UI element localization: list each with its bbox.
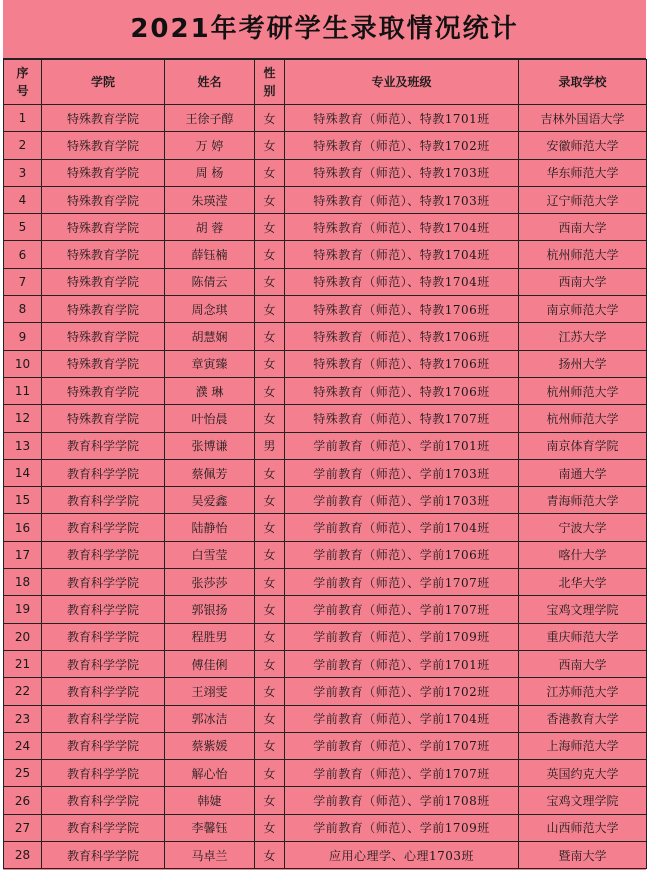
cell-major: 学前教育（师范）、学前1709班 [285, 623, 519, 650]
cell-gender: 女 [255, 705, 285, 732]
cell-gender: 女 [255, 760, 285, 787]
table-row [4, 132, 647, 159]
cell-college: 特殊教育学院 [42, 377, 165, 404]
table-row [4, 105, 647, 132]
cell-gender: 女 [255, 487, 285, 514]
cell-major: 学前教育（师范）、学前1704班 [285, 705, 519, 732]
cell-college: 教育科学学院 [42, 814, 165, 841]
table-row [4, 296, 647, 323]
cell-college: 教育科学学院 [42, 650, 165, 677]
cell-gender: 男 [255, 432, 285, 459]
header-major: 专业及班级 [285, 60, 519, 105]
table-row [4, 814, 647, 841]
cell-index: 24 [4, 732, 42, 759]
cell-college: 特殊教育学院 [42, 405, 165, 432]
cell-name: 周 杨 [165, 159, 255, 186]
cell-major: 特殊教育（师范）、特教1706班 [285, 350, 519, 377]
table-row [4, 514, 647, 541]
cell-index: 5 [4, 214, 42, 241]
cell-college: 教育科学学院 [42, 596, 165, 623]
cell-college: 教育科学学院 [42, 678, 165, 705]
cell-school: 杭州师范大学 [519, 405, 647, 432]
cell-college: 特殊教育学院 [42, 241, 165, 268]
cell-index: 25 [4, 760, 42, 787]
header-college: 学院 [42, 60, 165, 105]
cell-name: 蔡佩芳 [165, 459, 255, 486]
cell-name: 万 婷 [165, 132, 255, 159]
header-gender-line2: 别 [263, 84, 276, 98]
cell-gender: 女 [255, 842, 285, 869]
table-row [4, 705, 647, 732]
cell-index: 27 [4, 814, 42, 841]
cell-college: 教育科学学院 [42, 787, 165, 814]
cell-gender: 女 [255, 732, 285, 759]
table-row [4, 487, 647, 514]
cell-school: 扬州大学 [519, 350, 647, 377]
cell-school: 吉林外国语大学 [519, 105, 647, 132]
cell-college: 特殊教育学院 [42, 214, 165, 241]
cell-name: 濮 琳 [165, 377, 255, 404]
table-row [4, 569, 647, 596]
cell-index: 6 [4, 241, 42, 268]
cell-name: 李馨钰 [165, 814, 255, 841]
cell-name: 郭银扬 [165, 596, 255, 623]
cell-major: 学前教育（师范）、学前1701班 [285, 432, 519, 459]
cell-major: 特殊教育（师范）、特教1702班 [285, 132, 519, 159]
cell-index: 1 [4, 105, 42, 132]
cell-gender: 女 [255, 814, 285, 841]
cell-gender: 女 [255, 323, 285, 350]
cell-school: 香港教育大学 [519, 705, 647, 732]
cell-gender: 女 [255, 405, 285, 432]
cell-name: 叶怡晨 [165, 405, 255, 432]
table-row [4, 842, 647, 869]
cell-college: 教育科学学院 [42, 842, 165, 869]
cell-major: 特殊教育（师范）、特教1703班 [285, 159, 519, 186]
cell-school: 青海师范大学 [519, 487, 647, 514]
cell-name: 傅佳俐 [165, 650, 255, 677]
table-row [4, 623, 647, 650]
cell-college: 教育科学学院 [42, 623, 165, 650]
cell-gender: 女 [255, 377, 285, 404]
cell-name: 章寅臻 [165, 350, 255, 377]
cell-college: 特殊教育学院 [42, 159, 165, 186]
table-row [4, 186, 647, 213]
table-row [4, 459, 647, 486]
cell-gender: 女 [255, 623, 285, 650]
header-gender [255, 60, 285, 105]
cell-school: 南通大学 [519, 459, 647, 486]
cell-index: 28 [4, 842, 42, 869]
cell-index: 4 [4, 186, 42, 213]
table-row [4, 787, 647, 814]
cell-major: 学前教育（师范）、学前1701班 [285, 650, 519, 677]
admission-sheet [3, 0, 646, 870]
cell-college: 教育科学学院 [42, 732, 165, 759]
cell-college: 教育科学学院 [42, 569, 165, 596]
cell-school: 暨南大学 [519, 842, 647, 869]
table-row [4, 214, 647, 241]
cell-school: 喀什大学 [519, 541, 647, 568]
header-school: 录取学校 [519, 60, 647, 105]
cell-major: 特殊教育（师范）、特教1706班 [285, 323, 519, 350]
table-row [4, 241, 647, 268]
cell-school: 江苏师范大学 [519, 678, 647, 705]
cell-school: 山西师范大学 [519, 814, 647, 841]
cell-college: 特殊教育学院 [42, 105, 165, 132]
cell-name: 韩婕 [165, 787, 255, 814]
cell-college: 特殊教育学院 [42, 350, 165, 377]
cell-major: 特殊教育（师范）、特教1706班 [285, 296, 519, 323]
cell-major: 特殊教育（师范）、特教1704班 [285, 214, 519, 241]
cell-name: 解心怡 [165, 760, 255, 787]
cell-index: 15 [4, 487, 42, 514]
cell-school: 宝鸡文理学院 [519, 596, 647, 623]
cell-school: 西南大学 [519, 214, 647, 241]
cell-gender: 女 [255, 787, 285, 814]
table-row [4, 650, 647, 677]
header-index-line1: 序 [16, 66, 29, 80]
table-row [4, 377, 647, 404]
cell-index: 9 [4, 323, 42, 350]
cell-college: 教育科学学院 [42, 432, 165, 459]
cell-school: 华东师范大学 [519, 159, 647, 186]
cell-name: 胡 蓉 [165, 214, 255, 241]
cell-school: 安徽师范大学 [519, 132, 647, 159]
cell-name: 张莎莎 [165, 569, 255, 596]
cell-index: 20 [4, 623, 42, 650]
header-name: 姓名 [165, 60, 255, 105]
cell-index: 21 [4, 650, 42, 677]
cell-major: 学前教育（师范）、学前1706班 [285, 541, 519, 568]
cell-index: 12 [4, 405, 42, 432]
cell-college: 特殊教育学院 [42, 323, 165, 350]
cell-index: 3 [4, 159, 42, 186]
cell-index: 13 [4, 432, 42, 459]
cell-name: 蔡紫媛 [165, 732, 255, 759]
cell-gender: 女 [255, 159, 285, 186]
cell-major: 学前教育（师范）、学前1708班 [285, 787, 519, 814]
cell-school: 西南大学 [519, 268, 647, 295]
cell-index: 10 [4, 350, 42, 377]
cell-name: 王翊雯 [165, 678, 255, 705]
cell-college: 特殊教育学院 [42, 296, 165, 323]
cell-major: 学前教育（师范）、学前1707班 [285, 596, 519, 623]
cell-school: 江苏大学 [519, 323, 647, 350]
cell-school: 辽宁师范大学 [519, 186, 647, 213]
page-title: 2021年考研学生录取情况统计 [3, 0, 646, 59]
cell-major: 学前教育（师范）、学前1707班 [285, 760, 519, 787]
cell-college: 教育科学学院 [42, 541, 165, 568]
cell-college: 教育科学学院 [42, 487, 165, 514]
cell-name: 马卓兰 [165, 842, 255, 869]
cell-gender: 女 [255, 241, 285, 268]
cell-gender: 女 [255, 350, 285, 377]
cell-index: 23 [4, 705, 42, 732]
cell-gender: 女 [255, 569, 285, 596]
cell-major: 特殊教育（师范）、特教1703班 [285, 186, 519, 213]
cell-name: 周念琪 [165, 296, 255, 323]
cell-gender: 女 [255, 514, 285, 541]
table-row [4, 678, 647, 705]
cell-index: 11 [4, 377, 42, 404]
cell-name: 张博谦 [165, 432, 255, 459]
cell-gender: 女 [255, 596, 285, 623]
table-row [4, 732, 647, 759]
table-row [4, 432, 647, 459]
cell-name: 王徐子醇 [165, 105, 255, 132]
header-row [4, 60, 647, 105]
cell-major: 学前教育（师范）、学前1707班 [285, 732, 519, 759]
cell-gender: 女 [255, 678, 285, 705]
cell-gender: 女 [255, 459, 285, 486]
table-row [4, 159, 647, 186]
cell-gender: 女 [255, 296, 285, 323]
cell-gender: 女 [255, 186, 285, 213]
table-row [4, 541, 647, 568]
cell-college: 特殊教育学院 [42, 186, 165, 213]
cell-index: 7 [4, 268, 42, 295]
cell-index: 18 [4, 569, 42, 596]
table-row [4, 323, 647, 350]
header-index [4, 60, 42, 105]
cell-name: 陆静怡 [165, 514, 255, 541]
cell-index: 26 [4, 787, 42, 814]
header-index-line2: 号 [16, 84, 29, 98]
cell-school: 南京师范大学 [519, 296, 647, 323]
cell-gender: 女 [255, 268, 285, 295]
cell-name: 朱瑛滢 [165, 186, 255, 213]
cell-college: 教育科学学院 [42, 459, 165, 486]
cell-index: 8 [4, 296, 42, 323]
header-gender-line1: 性 [263, 66, 276, 80]
cell-school: 杭州师范大学 [519, 377, 647, 404]
cell-major: 学前教育（师范）、学前1707班 [285, 569, 519, 596]
cell-major: 特殊教育（师范）、特教1704班 [285, 268, 519, 295]
cell-gender: 女 [255, 650, 285, 677]
table-row [4, 405, 647, 432]
cell-major: 学前教育（师范）、学前1703班 [285, 487, 519, 514]
cell-gender: 女 [255, 105, 285, 132]
cell-major: 学前教育（师范）、学前1702班 [285, 678, 519, 705]
cell-name: 郭冰洁 [165, 705, 255, 732]
cell-major: 特殊教育（师范）、特教1707班 [285, 405, 519, 432]
table-body [4, 105, 647, 869]
cell-major: 应用心理学、心理1703班 [285, 842, 519, 869]
cell-school: 英国约克大学 [519, 760, 647, 787]
table-row [4, 760, 647, 787]
cell-major: 学前教育（师范）、学前1709班 [285, 814, 519, 841]
cell-school: 重庆师范大学 [519, 623, 647, 650]
cell-gender: 女 [255, 541, 285, 568]
cell-major: 特殊教育（师范）、特教1704班 [285, 241, 519, 268]
cell-name: 陈倩云 [165, 268, 255, 295]
cell-school: 宝鸡文理学院 [519, 787, 647, 814]
cell-school: 西南大学 [519, 650, 647, 677]
cell-school: 宁波大学 [519, 514, 647, 541]
cell-gender: 女 [255, 132, 285, 159]
cell-major: 学前教育（师范）、学前1703班 [285, 459, 519, 486]
cell-name: 胡慧娴 [165, 323, 255, 350]
cell-index: 17 [4, 541, 42, 568]
cell-name: 白雪莹 [165, 541, 255, 568]
cell-college: 教育科学学院 [42, 760, 165, 787]
cell-college: 教育科学学院 [42, 514, 165, 541]
cell-name: 薛钰楠 [165, 241, 255, 268]
cell-college: 特殊教育学院 [42, 132, 165, 159]
admission-table [3, 59, 647, 869]
table-row [4, 596, 647, 623]
cell-gender: 女 [255, 214, 285, 241]
cell-college: 教育科学学院 [42, 705, 165, 732]
cell-index: 16 [4, 514, 42, 541]
cell-major: 学前教育（师范）、学前1704班 [285, 514, 519, 541]
cell-school: 上海师范大学 [519, 732, 647, 759]
cell-school: 杭州师范大学 [519, 241, 647, 268]
cell-school: 南京体育学院 [519, 432, 647, 459]
cell-major: 特殊教育（师范）、特教1701班 [285, 105, 519, 132]
cell-school: 北华大学 [519, 569, 647, 596]
cell-name: 程胜男 [165, 623, 255, 650]
cell-index: 14 [4, 459, 42, 486]
cell-college: 特殊教育学院 [42, 268, 165, 295]
table-row [4, 268, 647, 295]
cell-major: 特殊教育（师范）、特教1706班 [285, 377, 519, 404]
cell-index: 19 [4, 596, 42, 623]
table-row [4, 350, 647, 377]
cell-name: 吴爱鑫 [165, 487, 255, 514]
cell-index: 2 [4, 132, 42, 159]
cell-index: 22 [4, 678, 42, 705]
